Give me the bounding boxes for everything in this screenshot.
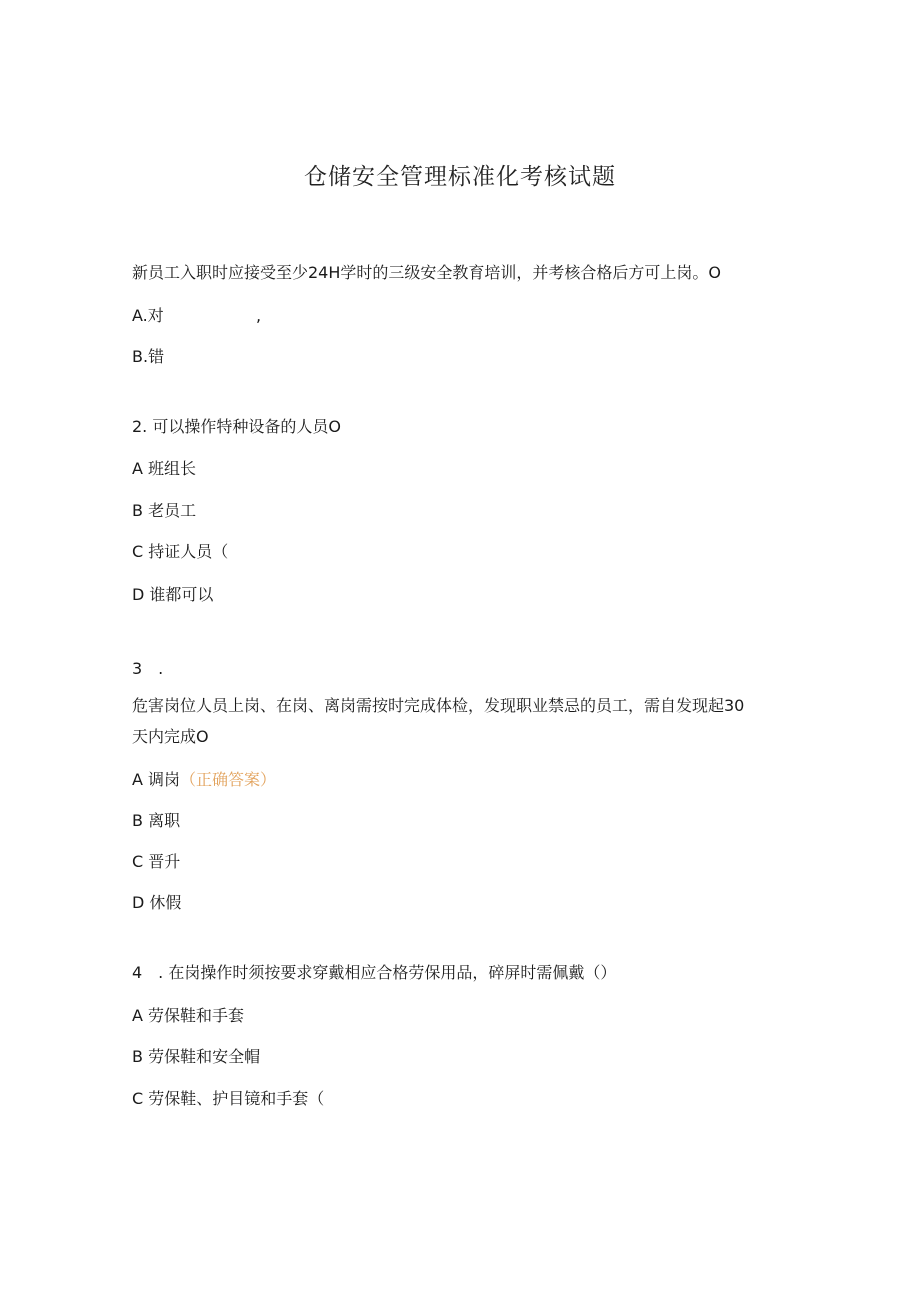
question-4-stem: 4 . 在岗操作时须按要求穿戴相应合格劳保用品，碎屏时需佩戴（） xyxy=(132,963,617,982)
question-4-option-a: A 劳保鞋和手套 xyxy=(132,1006,245,1025)
question-3-option-b: B 离职 xyxy=(132,811,181,830)
question-1-option-b: B.错 xyxy=(132,347,165,366)
document-title: 仓储安全管理标准化考核试题 xyxy=(304,164,616,190)
question-2-option-d: D 谁都可以 xyxy=(132,585,214,604)
question-3-option-a-label: A 调岗 xyxy=(132,770,181,789)
question-1-option-a: A.对 xyxy=(132,306,164,325)
question-3-option-a xyxy=(132,769,276,791)
question-4-option-c: C 劳保鞋、护目镜和手套（ xyxy=(132,1089,325,1108)
question-1-stray-mark: , xyxy=(256,306,262,325)
question-3-number: 3 . xyxy=(132,659,164,678)
question-3-option-d: D 休假 xyxy=(132,893,182,912)
correct-answer-note: （正确答案） xyxy=(180,770,277,789)
question-2-stem: 2. 可以操作特种设备的人员O xyxy=(132,417,341,436)
question-2-option-a: A 班组长 xyxy=(132,459,197,478)
question-4-option-b: B 劳保鞋和安全帽 xyxy=(132,1047,261,1066)
question-2-option-c: C 持证人员（ xyxy=(132,542,229,561)
question-3-stem-line-2: 天内完成O xyxy=(132,727,209,746)
question-3-stem-line-1: 危害岗位人员上岗、在岗、离岗需按时完成体检，发现职业禁忌的员工，需自发现起30 xyxy=(132,696,745,715)
question-1-stem: 新员工入职时应接受至少24H学时的三级安全教育培训，并考核合格后方可上岗。O xyxy=(132,263,721,282)
question-2-option-b: B 老员工 xyxy=(132,501,197,520)
question-3-option-c: C 晋升 xyxy=(132,852,181,871)
